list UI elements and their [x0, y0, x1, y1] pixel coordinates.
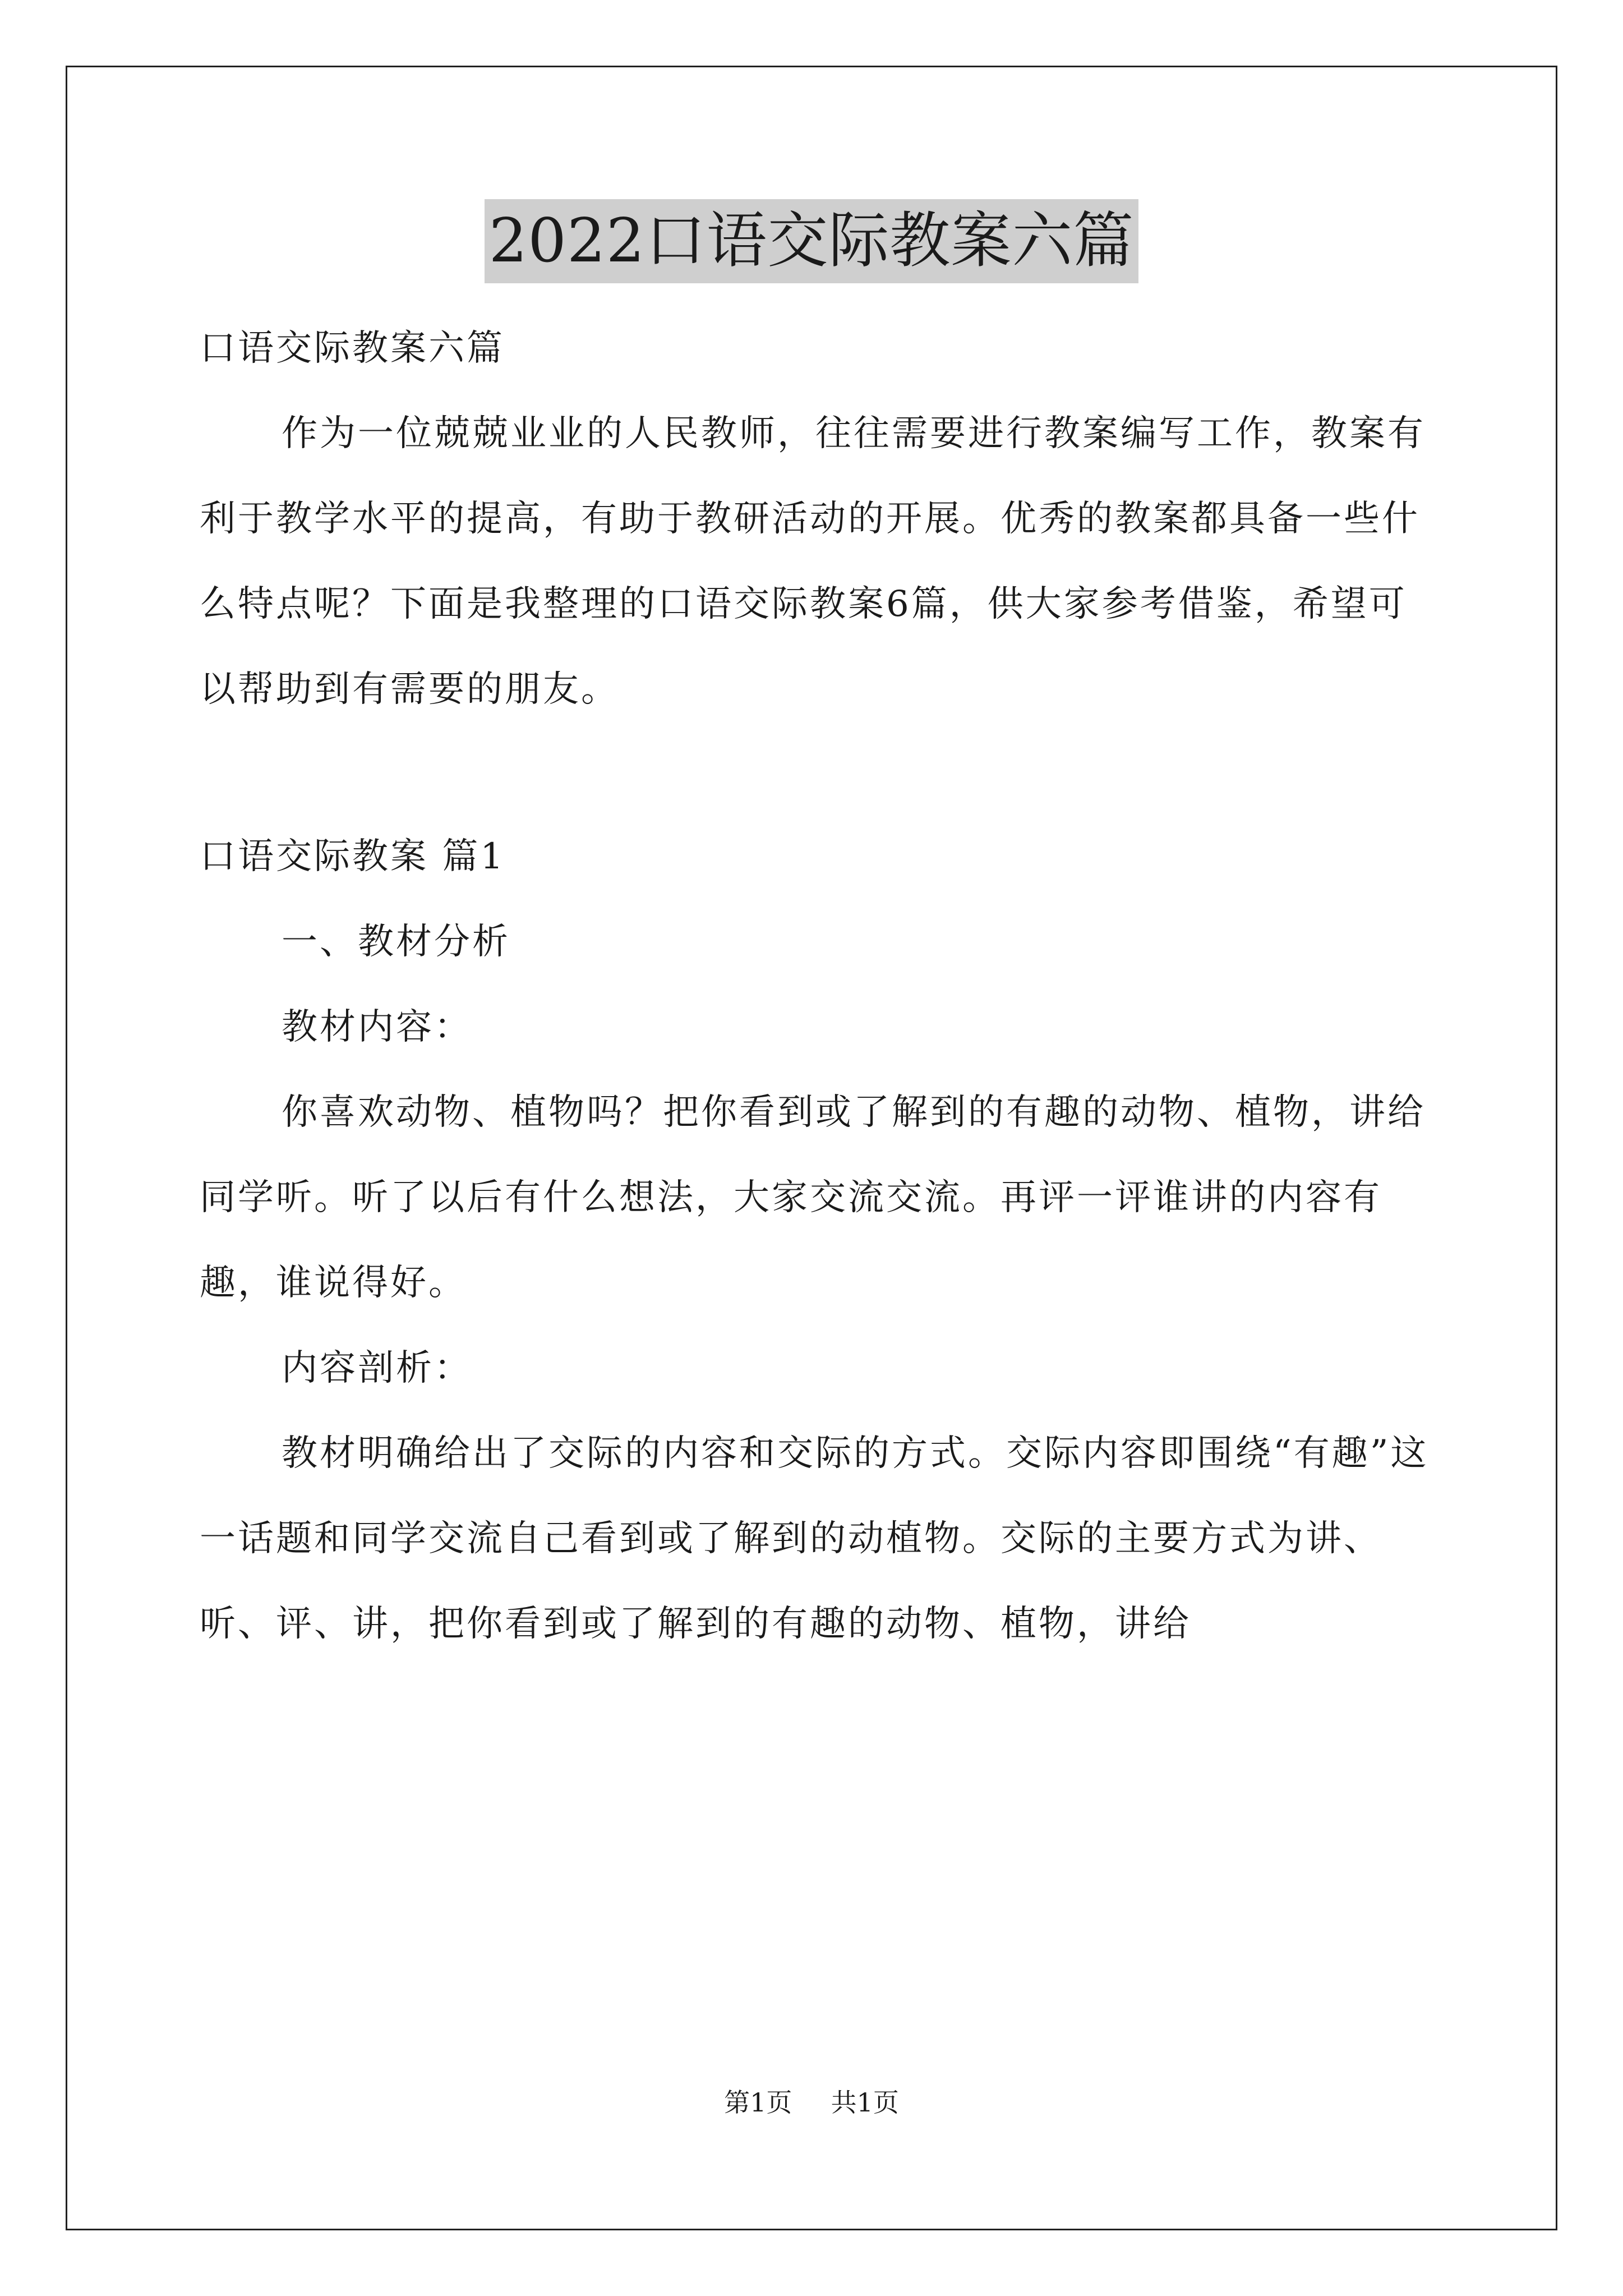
section-heading: 口语交际教案 篇1 — [200, 836, 506, 877]
intro-paragraph: 作为一位兢兢业业的人民教师，往往需要进行教案编写工作，教案有利于教学水平的提高，有助于教研活动的开展。优秀的教案都具备一些什么特点呢？下面是我整理的口语交际教案6篇，供大家参考借鉴，希望可以帮助到有需要的朋友。 — [200, 413, 1426, 710]
content-label: 教材内容： — [282, 1006, 472, 1048]
document-body — [200, 306, 1433, 1667]
page-footer — [0, 2086, 1623, 2119]
document-title: 2022口语交际教案六篇 — [485, 199, 1139, 283]
page-total: 共1页 — [831, 2087, 899, 2118]
subtitle: 口语交际教案六篇 — [200, 328, 505, 369]
section-1-heading: 一、教材分析 — [282, 921, 510, 963]
content-paragraph: 你喜欢动物、植物吗？把你看到或了解到的有趣的动物、植物，讲给同学听。听了以后有什么想法，大家交流交流。再评一评谁讲的内容有趣，谁说得好。 — [200, 1092, 1426, 1304]
title-container — [0, 199, 1623, 283]
analysis-label: 内容剖析： — [282, 1347, 472, 1389]
page-number: 第1页 — [724, 2087, 792, 2118]
paragraph-gap — [200, 732, 1433, 814]
analysis-paragraph: 教材明确给出了交际的内容和交际的方式。交际内容即围绕“有趣”这一话题和同学交流自己看到或了解到的动植物。交际的主要方式为讲、听、评、讲，把你看到或了解到的有趣的动物、植物，讲给 — [200, 1433, 1429, 1645]
